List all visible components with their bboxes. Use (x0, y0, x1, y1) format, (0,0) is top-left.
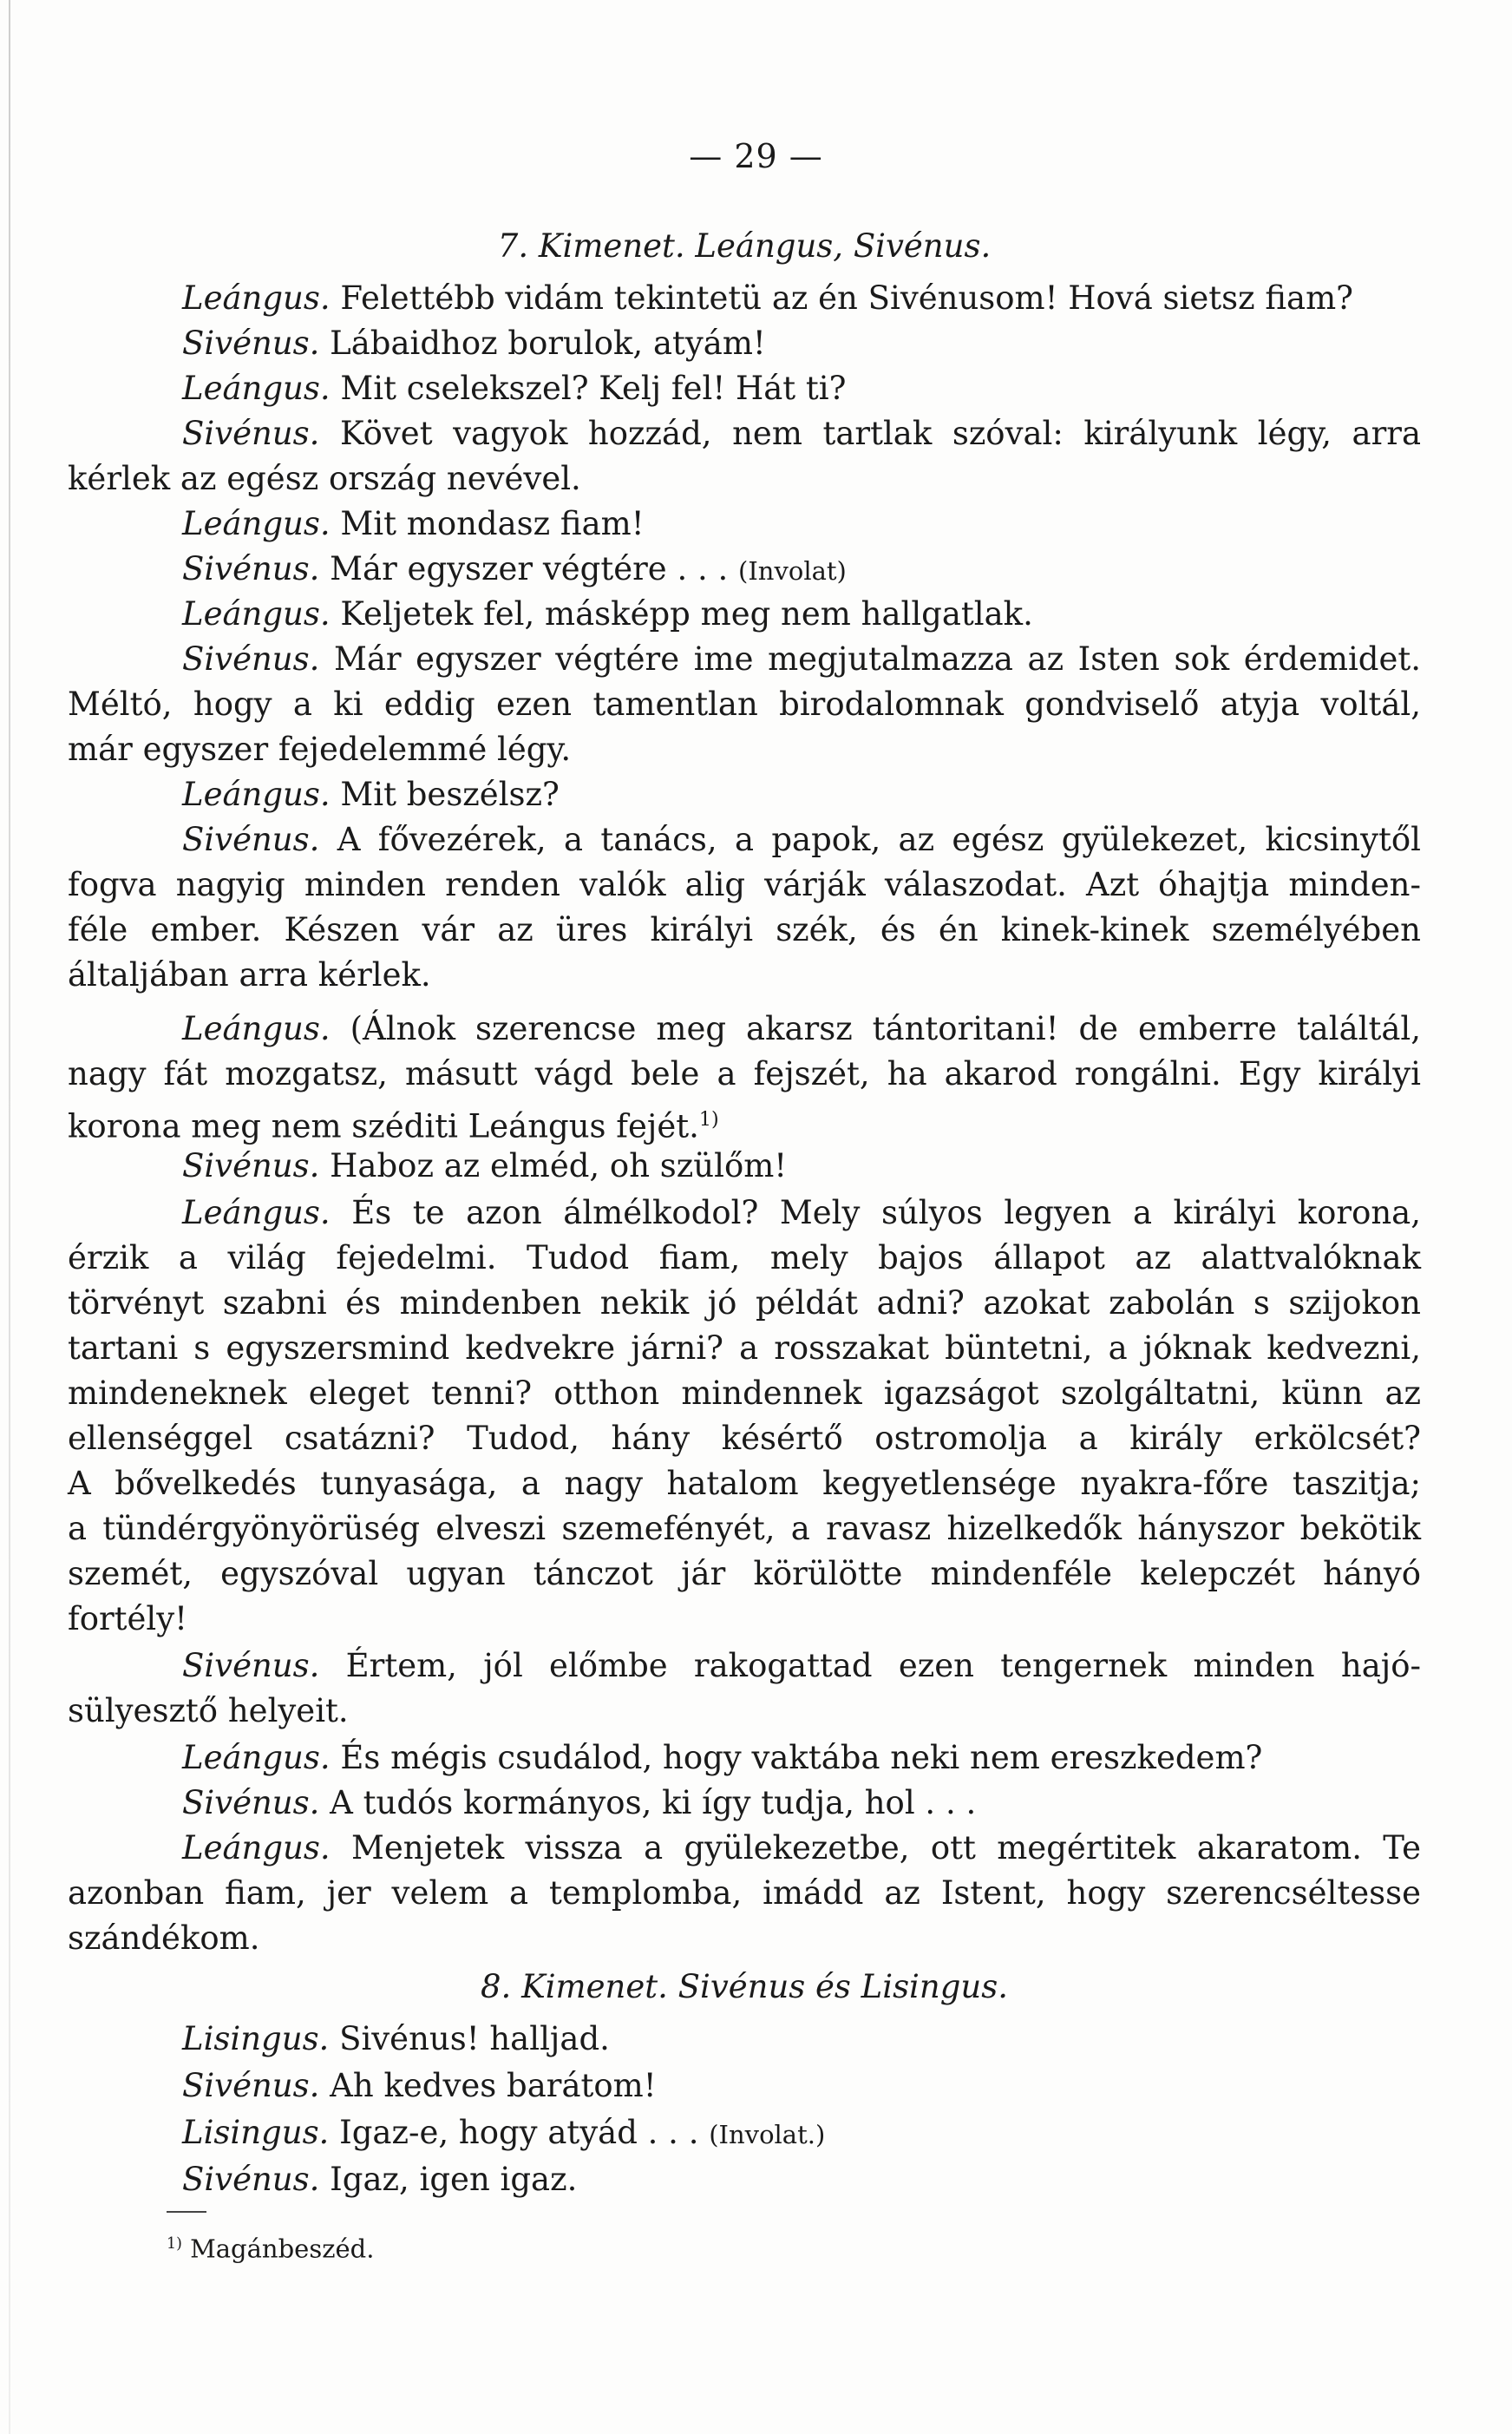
dialogue-line (68, 1191, 1421, 1236)
dialogue-text: Mit beszélsz? (340, 776, 560, 813)
speaker-sivenus: Sivénus. (182, 325, 320, 362)
dialogue-text: Ah kedves barátom! (330, 2067, 657, 2104)
dialogue-line (68, 366, 1421, 411)
speaker-sivenus: Sivénus. (182, 2161, 320, 2198)
dialogue-line (68, 321, 1421, 366)
dialogue-continuation: Méltó, hogy a ki eddig ezen tamentlan birodalomnak gondviselő atyja voltál, (68, 686, 1421, 723)
scene-heading-7: 7. Kimenet. Leángus, Sivénus. (497, 227, 992, 265)
speaker-leangus: Leángus. (182, 1739, 331, 1776)
dialogue-continuation: A bővelkedés tunyasága, a nagy hatalom kegyetlensége nyakra-főre taszitja; (68, 1465, 1421, 1502)
footnote (167, 2227, 374, 2267)
dialogue-continuation: nagy fát mozgatsz, másutt vágd bele a fejszét, ha akarod rongálni. Egy királyi (68, 1055, 1421, 1092)
dialogue-continuation: féle ember. Készen vár az üres királyi szék, és én kinek-kinek személyében (68, 911, 1421, 948)
speaker-sivenus: Sivénus. (182, 1784, 320, 1821)
dialogue-line (68, 592, 1421, 637)
dialogue-text: Mit cselekszel? Kelj fel! Hát ti? (340, 370, 847, 407)
dialogue-line (68, 276, 1421, 321)
scene-heading-8: 8. Kimenet. Sivénus és Lisingus. (481, 1968, 1008, 2005)
dialogue-continuation: fogva nagyig minden renden valók alig várják válaszodat. Azt óhajtja minden- (68, 866, 1421, 903)
dialogue-text: Keljetek fel, másképp meg nem hallgatlak. (340, 595, 1033, 633)
dialogue-text: Menjetek vissza a gyülekezetbe, ott megértitek akaratom. Te (350, 1829, 1422, 1867)
speaker-leangus: Leángus. (182, 505, 331, 542)
dialogue-text: Igaz-e, hogy atyád . . . (339, 2114, 699, 2151)
dialogue-line (68, 637, 1421, 682)
dialogue-continuation: szemét, egyszóval ugyan tánczot jár körülötte mindenféle kelepczét hányó (68, 1555, 1421, 1592)
dialogue-line (68, 1643, 1421, 1689)
dialogue-line (68, 411, 1421, 456)
dialogue-continuation: sülyesztő helyeit. (68, 1692, 349, 1729)
dialogue-continuation: kérlek az egész ország nevével. (68, 460, 581, 497)
dialogue-text: Értem, jól előmbe rakogattad ezen tengernek minden hajó- (345, 1647, 1421, 1684)
speaker-lisingus: Lisingus. (182, 2114, 330, 2151)
dialogue-line (68, 502, 1421, 547)
speaker-leangus: Leángus. (182, 1829, 331, 1867)
dialogue-text: Lábaidhoz borulok, atyám! (330, 325, 766, 362)
dialogue-continuation: mindeneknek eleget tenni? otthon mindennek igazságot szolgáltatni, künn az (68, 1374, 1421, 1412)
dialogue-continuation: azonban fiam, jer velem a templomba, imádd az Istent, hogy szerencséltesse (68, 1874, 1421, 1912)
dialogue-text: A tudós kormányos, ki így tudja, hol . . . (330, 1784, 977, 1821)
dialogue-line (68, 2157, 1421, 2202)
speaker-sivenus: Sivénus. (182, 550, 320, 587)
speaker-leangus: Leángus. (182, 1010, 331, 1047)
footnote-reference: 1) (698, 1108, 719, 1131)
dialogue-text: Követ vagyok hozzád, nem tartlak szóval: királyunk légy, arra (339, 415, 1422, 452)
dialogue-text: A fővezérek, a tanács, a papok, az egész gyülekezet, kicsinytől (337, 821, 1422, 858)
stage-direction: (Involat) (738, 556, 847, 586)
dialogue-line (68, 2063, 1421, 2109)
dialogue-text: Haboz az elméd, oh szülőm! (330, 1147, 788, 1184)
dialogue-continuation: a tündérgyönyörüség elveszi szemefényét, a ravasz hizelkedők hányszor bekötik (68, 1510, 1421, 1547)
dialogue-line (68, 2017, 1421, 2062)
dialogue-continuation: szándékom. (68, 1919, 260, 1957)
speaker-sivenus: Sivénus. (182, 1147, 320, 1184)
speaker-sivenus: Sivénus. (182, 640, 320, 678)
dialogue-line (68, 1781, 1421, 1826)
speaker-sivenus: Sivénus. (182, 415, 320, 452)
dialogue-text: (Álnok szerencse meg akarsz tántoritani! de emberre találtál, (350, 1010, 1421, 1047)
speaker-leangus: Leángus. (182, 595, 331, 633)
dialogue-text: És mégis csudálod, hogy vaktába neki nem ereszkedem? (340, 1739, 1263, 1776)
speaker-leangus: Leángus. (182, 776, 331, 813)
footnote-mark: 1) (167, 2235, 182, 2253)
dialogue-continuation: már egyszer fejedelemmé légy. (68, 731, 572, 768)
dialogue-continuation: általjában arra kérlek. (68, 956, 431, 994)
speaker-leangus: Leángus. (182, 370, 331, 407)
dialogue-continuation: ellenséggel csatázni? Tudod, hány késértő ostromolja a király erkölcsét? (68, 1420, 1421, 1457)
dialogue-text: Felettébb vidám tekintetü az én Sivénusom! Hová sietsz fiam? (340, 279, 1354, 317)
footnote-text: Magánbeszéd. (190, 2234, 375, 2264)
speaker-sivenus: Sivénus. (182, 1647, 320, 1684)
page-edge-shadow (9, 0, 10, 2434)
speaker-sivenus: Sivénus. (182, 821, 320, 858)
page-number: — 29 — (689, 137, 823, 175)
dialogue-text: Már egyszer végtére ime megjutalmazza az Isten sok érdemidet. (333, 640, 1421, 678)
dialogue-continuation (68, 1097, 1421, 1149)
speaker-leangus: Leángus. (182, 1194, 331, 1231)
dialogue-line (68, 1826, 1421, 1871)
dialogue-text: Mit mondasz fiam! (340, 505, 645, 542)
dialogue-continuation: érzik a világ fejedelmi. Tudod fiam, mely bajos állapot az alattvalóknak (68, 1239, 1421, 1276)
dialogue-text: Igaz, igen igaz. (330, 2161, 578, 2198)
dialogue-line (68, 1144, 1421, 1189)
dialogue-text: Már egyszer végtére . . . (330, 550, 729, 587)
dialogue-line (68, 1007, 1421, 1052)
dialogue-continuation: törvényt szabni és mindenben nekik jó példát adni? azokat zabolán s szijokon (68, 1284, 1421, 1322)
stage-direction: (Involat.) (709, 2120, 826, 2149)
dialogue-line (68, 817, 1421, 863)
dialogue-continuation: fortély! (68, 1600, 188, 1637)
dialogue-text: És te azon álmélkodol? Mely súlyos legyen a királyi korona, (351, 1194, 1421, 1231)
dialogue-line (68, 1735, 1421, 1781)
dialogue-continuation: tartani s egyszersmind kedvekre járni? a rosszakat büntetni, a jóknak kedvezni, (68, 1329, 1421, 1367)
dialogue-text: Sivénus! halljad. (339, 2020, 610, 2057)
dialogue-line (68, 547, 1421, 594)
footnote-divider (167, 2211, 206, 2213)
dialogue-line (68, 772, 1421, 817)
speaker-lisingus: Lisingus. (182, 2020, 330, 2057)
speaker-sivenus: Sivénus. (182, 2067, 320, 2104)
speaker-leangus: Leángus. (182, 279, 331, 317)
dialogue-line (68, 2110, 1421, 2157)
dialogue-text: korona meg nem széditi Leángus fejét. (68, 1107, 699, 1145)
